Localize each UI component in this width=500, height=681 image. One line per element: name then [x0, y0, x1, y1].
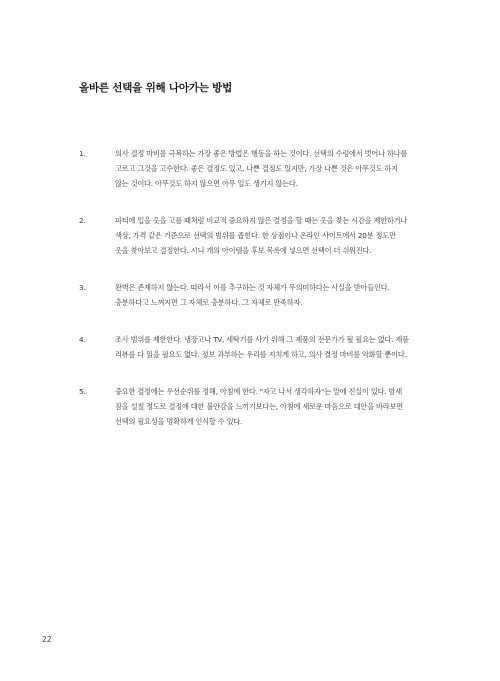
list-item-number: 5.	[79, 387, 86, 396]
list-item-text: 조사 범위를 제한한다. 냉장고나 TV, 세탁기를 사기 위해 그 제품의 전문가가 될 필요는 없다. 제품 리뷰를 다 읽을 필요도 없다. 정보 과부하는 우리를 지치게 하고, 의사 결정 마비를 악화할 뿐이다.	[115, 335, 409, 359]
list-item-text: 파티에 입을 옷을 고를 때처럼 비교적 중요하지 않은 결정을 할 때는 옷을 찾는 시간을 제한하거나 색상, 가격 같은 기준으로 선택의 범위를 좁힌다. 한 상점이나 온라인 사이트에서 20분 정도만 옷을 찾아보고 결정한다. 시니 개의 아이템을 후보 목록에 넣으면 선택이 더 쉬워진다.	[115, 216, 408, 255]
list-item-number: 4.	[79, 335, 86, 344]
list-item	[79, 146, 408, 191]
list-item-text: 중요한 결정에는 우선순위를 정해, 아침에 한다. "자고 나서 생각하자"는 말에 진실이 있다. 밤새 잠을 설칠 정도로 결정에 대한 불안감을 느끼기보다는, 아침에 새로운 마음으로 대안을 바라보면 선택의 필요성을 명확하게 인식할 수 있다.	[115, 387, 404, 426]
tips-list	[79, 146, 409, 451]
page-number: 22	[42, 635, 52, 644]
list-item-text: 의사 결정 마비를 극복하는 가장 좋은 방법은 행동을 하는 것이다. 선택의 수렁에서 벗어나 하나를 고르고 그것을 고수한다. 좋은 결정도 있고, 나쁜 결정도 있지만, 가장 나쁜 것은 아무것도 하지 않는 것이다. 아무것도 하지 않으면 아무 일도 생기지 않는다.	[115, 149, 408, 188]
list-item	[79, 280, 390, 310]
list-item-text: 완벽은 존재하지 않는다. 따라서 이를 추구하는 것 자체가 무의미하다는 사실을 받아들인다. 충분하다고 느껴지면 그 자체로 충분하다. 그 자체로 만족하자.	[115, 283, 390, 307]
list-item	[79, 332, 409, 362]
list-item	[79, 213, 408, 258]
list-item-number: 3.	[79, 283, 86, 292]
list-item-number: 1.	[79, 149, 86, 158]
list-item	[79, 384, 404, 429]
page-title: 올바른 선택을 위해 나아가는 방법	[79, 82, 233, 94]
list-item-number: 2.	[79, 216, 86, 225]
